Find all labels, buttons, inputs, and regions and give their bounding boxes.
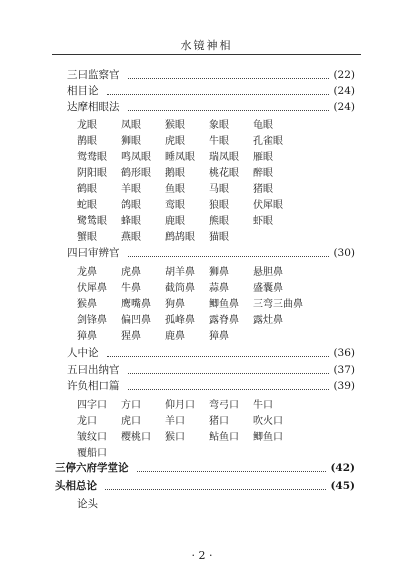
grid-item: 马眼 <box>209 184 229 195</box>
grid-item: 虎眼 <box>165 136 185 147</box>
grid-item: 狗鼻 <box>165 299 185 310</box>
grid-item: 鸾眼 <box>165 200 185 211</box>
toc-entry-label: 四曰审辨官 <box>67 247 120 259</box>
grid-item: 阴阳眼 <box>77 168 107 179</box>
page-number: · 2 · <box>191 549 213 562</box>
running-header: 水镜神相 <box>180 39 233 52</box>
grid-item: 弯弓口 <box>209 400 239 411</box>
grid-item: 露脊鼻 <box>209 315 239 326</box>
grid-item: 龙口 <box>77 416 97 427</box>
grid-item: 皱纹口 <box>77 432 107 443</box>
grid-item: 牛眼 <box>209 136 229 147</box>
leader-dots <box>128 109 330 111</box>
grid-item: 羊眼 <box>121 184 141 195</box>
grid-item: 露灶鼻 <box>253 315 283 326</box>
grid-item: 龙眼 <box>77 120 97 131</box>
grid-item: 龙鼻 <box>77 267 97 278</box>
grid-item: 熊眼 <box>209 216 229 227</box>
grid-item: 虎口 <box>121 416 141 427</box>
grid-item: 猴眼 <box>165 120 185 131</box>
toc-entry-label: 许负相口篇 <box>67 380 120 392</box>
toc-chapter-entry[interactable] <box>55 478 355 493</box>
grid-item: 孔雀眼 <box>253 136 283 147</box>
grid-item: 羊口 <box>165 416 185 427</box>
grid-item: 睡凤眼 <box>165 152 195 163</box>
grid-item: 蜂眼 <box>121 216 141 227</box>
grid-item: 凤眼 <box>121 120 141 131</box>
grid-item: 鹊眼 <box>77 136 97 147</box>
toc-chapter-entry[interactable] <box>55 460 355 475</box>
grid-item: 三弯三曲鼻 <box>253 299 303 310</box>
grid-item: 象眼 <box>209 120 229 131</box>
toc-entry[interactable] <box>67 245 355 260</box>
leader-dots <box>128 372 330 374</box>
grid-item: 四字口 <box>77 400 107 411</box>
grid-item: 鸳鸯眼 <box>77 152 107 163</box>
toc-entry-label: 达摩相眼法 <box>67 101 120 113</box>
leader-dots <box>128 388 330 390</box>
grid-item: 龟眼 <box>253 120 273 131</box>
header-rule <box>52 54 361 55</box>
grid-item: 牛口 <box>253 400 273 411</box>
toc-entry-page: (39) <box>333 379 355 392</box>
grid-item: 悬胆鼻 <box>253 267 283 278</box>
grid-item: 仰月口 <box>165 400 195 411</box>
toc-entry-page: (37) <box>333 363 355 376</box>
toc-entry-label: 五曰出纳官 <box>67 364 120 376</box>
grid-item: 瑞凤眼 <box>209 152 239 163</box>
grid-item: 牛鼻 <box>121 283 141 294</box>
grid-item: 盛囊鼻 <box>253 283 283 294</box>
grid-item: 鱼眼 <box>165 184 185 195</box>
grid-item: 蟹眼 <box>77 232 97 243</box>
grid-item: 鹰嘴鼻 <box>121 299 151 310</box>
toc-entry-label: 三停六府学堂论 <box>55 462 129 474</box>
grid-item: 覆船口 <box>77 448 107 459</box>
grid-item: 鲫鱼鼻 <box>209 299 239 310</box>
grid-item: 燕眼 <box>121 232 141 243</box>
leader-dots <box>107 355 330 357</box>
leader-dots <box>128 255 330 257</box>
toc-entry[interactable] <box>67 378 355 393</box>
grid-item: 鹭鸶眼 <box>77 216 107 227</box>
toc-entry[interactable] <box>67 67 355 82</box>
grid-item: 鹤眼 <box>77 184 97 195</box>
grid-item: 鲫鱼口 <box>253 432 283 443</box>
toc-entry-page: (22) <box>333 68 355 81</box>
toc-entry-label: 头相总论 <box>55 480 97 492</box>
grid-item: 吹火口 <box>253 416 283 427</box>
grid-item: 鹿眼 <box>165 216 185 227</box>
grid-item: 猩鼻 <box>121 331 141 342</box>
grid-item: 方口 <box>121 400 141 411</box>
grid-item: 伏犀鼻 <box>77 283 107 294</box>
grid-item: 桃花眼 <box>209 168 239 179</box>
toc-entry-label: 相目论 <box>67 85 99 97</box>
leader-dots <box>128 77 330 79</box>
grid-item: 鸣凤眼 <box>121 152 151 163</box>
grid-item: 鸽眼 <box>121 200 141 211</box>
toc-entry-page: (42) <box>330 461 355 474</box>
toc-entry[interactable] <box>67 83 355 98</box>
grid-item: 孤峰鼻 <box>165 315 195 326</box>
toc-entry-label: 三曰监察官 <box>67 69 120 81</box>
toc-entry-page: (30) <box>333 246 355 259</box>
grid-item: 狮鼻 <box>209 267 229 278</box>
grid-item: 蒜鼻 <box>209 283 229 294</box>
grid-item: 猫眼 <box>209 232 229 243</box>
grid-item: 醉眼 <box>253 168 273 179</box>
toc-entry-label: 论头 <box>77 498 98 510</box>
grid-item: 樱桃口 <box>121 432 151 443</box>
toc-entry-label: 人中论 <box>67 347 99 359</box>
grid-item: 胡羊鼻 <box>165 267 195 278</box>
grid-item: 虎鼻 <box>121 267 141 278</box>
grid-item: 狮眼 <box>121 136 141 147</box>
grid-item: 蛇眼 <box>77 200 97 211</box>
grid-item: 鹧鸪眼 <box>165 232 195 243</box>
grid-item: 鹿鼻 <box>165 331 185 342</box>
grid-item: 虾眼 <box>253 216 273 227</box>
grid-item: 鹅眼 <box>165 168 185 179</box>
toc-entry-page: (24) <box>333 100 355 113</box>
toc-entry[interactable] <box>67 99 355 114</box>
toc-sub-entry[interactable] <box>77 496 102 511</box>
toc-entry-page: (45) <box>330 479 355 492</box>
grid-item: 猴口 <box>165 432 185 443</box>
grid-item: 猪口 <box>209 416 229 427</box>
grid-item: 剑锋鼻 <box>77 315 107 326</box>
grid-item: 鹤形眼 <box>121 168 151 179</box>
grid-item: 截筒鼻 <box>165 283 195 294</box>
leader-dots <box>137 470 327 472</box>
toc-entry-page: (24) <box>333 84 355 97</box>
grid-item: 雁眼 <box>253 152 273 163</box>
grid-item: 偏凹鼻 <box>121 315 151 326</box>
leader-dots <box>105 488 326 490</box>
grid-item: 獐鼻 <box>77 331 97 342</box>
grid-item: 獐鼻 <box>209 331 229 342</box>
grid-item: 狼眼 <box>209 200 229 211</box>
leader-dots <box>107 93 330 95</box>
grid-item: 鲇鱼口 <box>209 432 239 443</box>
grid-item: 猴鼻 <box>77 299 97 310</box>
toc-entry[interactable] <box>67 362 355 377</box>
grid-item: 伏犀眼 <box>253 200 283 211</box>
toc-entry-page: (36) <box>333 346 355 359</box>
toc-entry[interactable] <box>67 345 355 360</box>
grid-item: 猪眼 <box>253 184 273 195</box>
